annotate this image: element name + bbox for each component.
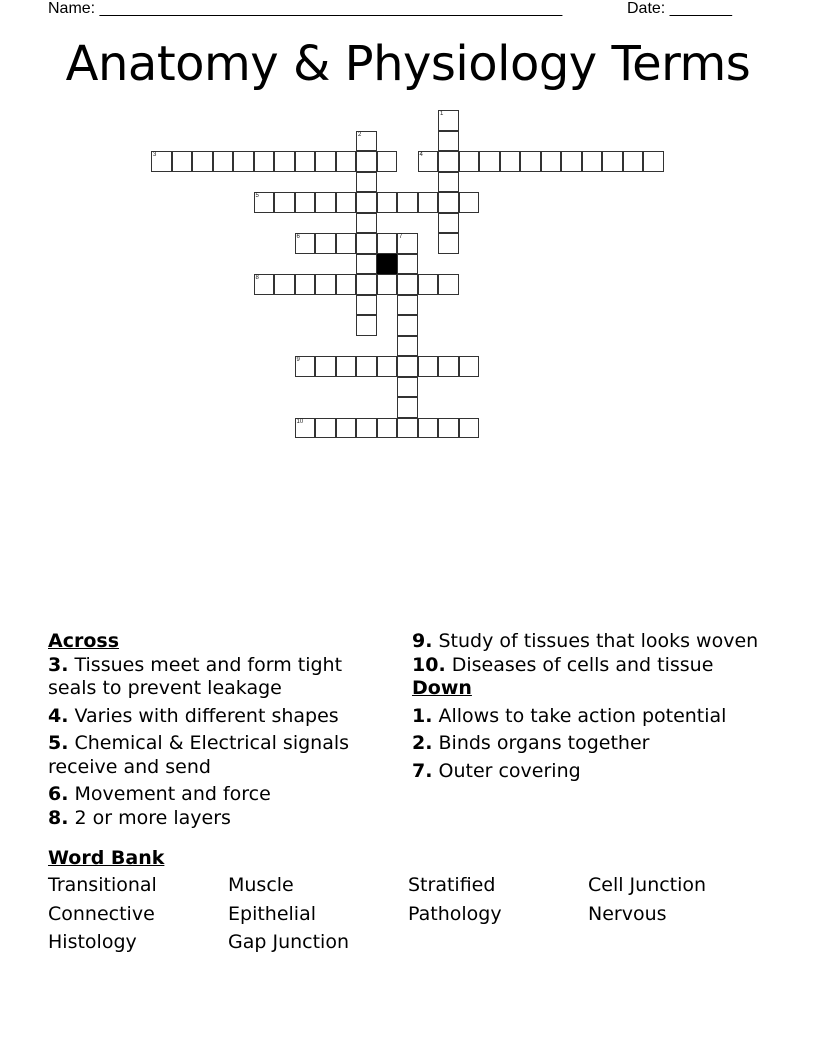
crossword-cell[interactable] (315, 356, 336, 377)
crossword-cell[interactable] (356, 254, 377, 275)
crossword-cell[interactable] (254, 151, 275, 172)
clue-text: 2 or more layers (74, 806, 231, 829)
crossword-cell[interactable] (418, 151, 439, 172)
crossword-cell[interactable] (602, 151, 623, 172)
crossword-cell[interactable] (459, 356, 480, 377)
crossword-cell[interactable] (356, 233, 377, 254)
clue-down-2 (412, 732, 762, 756)
crossword-cell[interactable] (397, 397, 418, 418)
clue-down-1 (412, 705, 762, 729)
crossword-cell[interactable] (397, 377, 418, 398)
clue-number: 7. (412, 759, 433, 782)
date-field[interactable]: Date: _______ (627, 0, 732, 17)
clue-text: Diseases of cells and tissue (451, 653, 714, 676)
cell-number: 4 (419, 152, 423, 158)
name-field[interactable]: Name: ____________________________________________________ (48, 0, 563, 17)
clue-across-4 (48, 705, 393, 729)
crossword-cell[interactable] (377, 418, 398, 439)
word-bank-item: Connective (48, 902, 155, 925)
crossword-cell[interactable] (336, 356, 357, 377)
crossword-cell[interactable] (336, 274, 357, 295)
cell-number: 5 (255, 193, 259, 199)
page-title: Anatomy & Physiology Terms (65, 36, 751, 92)
crossword-cell[interactable] (295, 274, 316, 295)
crossword-cell[interactable] (459, 192, 480, 213)
crossword-cell[interactable] (438, 274, 459, 295)
crossword-cell[interactable] (418, 418, 439, 439)
crossword-cell[interactable] (233, 151, 254, 172)
crossword-cell[interactable] (192, 151, 213, 172)
crossword-cell[interactable] (541, 151, 562, 172)
clue-across-3 (48, 654, 393, 701)
clues-right-column (412, 630, 762, 787)
crossword-cell[interactable] (377, 192, 398, 213)
crossword-cell[interactable] (397, 295, 418, 316)
crossword-cell[interactable] (438, 356, 459, 377)
down-heading: Down (412, 677, 472, 699)
black-cell (377, 254, 398, 275)
crossword-cell[interactable] (397, 418, 418, 439)
word-bank-item: Epithelial (228, 902, 317, 925)
crossword-cell[interactable] (438, 213, 459, 234)
word-bank-item: Nervous (588, 902, 667, 925)
crossword-cell[interactable] (254, 274, 275, 295)
crossword-cell[interactable] (274, 192, 295, 213)
word-bank-item: Muscle (228, 874, 294, 896)
crossword-cell[interactable] (356, 274, 377, 295)
cell-number: 7 (399, 234, 403, 240)
clue-number: 1. (412, 704, 433, 727)
crossword-cell[interactable] (356, 295, 377, 316)
crossword-cell[interactable] (623, 151, 644, 172)
crossword-cell[interactable] (356, 213, 377, 234)
crossword-cell[interactable] (438, 172, 459, 193)
crossword-cell[interactable] (315, 151, 336, 172)
crossword-cell[interactable] (438, 151, 459, 172)
crossword-cell[interactable] (438, 131, 459, 152)
crossword-cell[interactable] (274, 151, 295, 172)
crossword-cell[interactable] (479, 151, 500, 172)
clue-number: 9. (412, 630, 433, 652)
crossword-cell[interactable] (438, 192, 459, 213)
crossword-cell[interactable] (172, 151, 193, 172)
crossword-cell[interactable] (295, 356, 316, 377)
crossword-cell[interactable] (295, 233, 316, 254)
clue-text: Study of tissues that looks woven (438, 630, 759, 652)
clues-left-column (48, 630, 393, 834)
clue-text: Movement and force (74, 783, 271, 805)
crossword-cell[interactable] (315, 274, 336, 295)
crossword-cell[interactable] (295, 192, 316, 213)
crossword-cell[interactable] (336, 233, 357, 254)
crossword-cell[interactable] (315, 418, 336, 439)
cell-number: 2 (358, 131, 362, 138)
crossword-cell[interactable] (582, 151, 603, 172)
crossword-cell[interactable] (397, 356, 418, 377)
word-bank-item: Histology (48, 931, 137, 953)
crossword-cell[interactable] (151, 151, 172, 172)
clue-across-6 (48, 783, 393, 807)
clue-down-7 (412, 760, 762, 784)
crossword-cell[interactable] (418, 356, 439, 377)
crossword-cell[interactable] (643, 151, 664, 172)
cell-number: 3 (153, 152, 157, 158)
crossword-cell[interactable] (295, 418, 316, 439)
clue-number: 6. (48, 783, 69, 805)
clue-number: 5. (48, 732, 69, 754)
cell-number: 1 (440, 111, 444, 117)
clue-text: Outer covering (438, 759, 581, 782)
crossword-cell[interactable] (520, 151, 541, 172)
cell-number: 9 (296, 357, 300, 363)
cell-number: 6 (296, 234, 300, 240)
clue-number: 10. (412, 653, 446, 676)
crossword-cell[interactable] (213, 151, 234, 172)
word-bank-item: Cell Junction (588, 874, 707, 896)
crossword-cell[interactable] (356, 315, 377, 336)
crossword-cell[interactable] (397, 315, 418, 336)
word-bank-item: Gap Junction (228, 931, 349, 953)
crossword-cell[interactable] (336, 151, 357, 172)
cell-number: 8 (255, 275, 259, 281)
crossword-cell[interactable] (295, 151, 316, 172)
crossword-cell[interactable] (356, 131, 377, 152)
crossword-cell[interactable] (377, 233, 398, 254)
crossword-cell[interactable] (254, 192, 275, 213)
crossword-cell[interactable] (459, 418, 480, 439)
word-bank (48, 846, 768, 954)
clue-number: 2. (412, 732, 433, 754)
crossword-cell[interactable] (418, 192, 439, 213)
crossword-cell[interactable] (418, 274, 439, 295)
clue-across-5 (48, 732, 393, 779)
clue-text: Tissues meet and form tight seals to prevent leakage (48, 653, 343, 699)
crossword-cell[interactable] (397, 254, 418, 275)
word-bank-list (48, 873, 768, 954)
cell-number: 10 (296, 418, 304, 425)
crossword-cell[interactable] (315, 192, 336, 213)
word-bank-item: Pathology (408, 902, 502, 925)
crossword-cell[interactable] (356, 418, 377, 439)
crossword-cell[interactable] (500, 151, 521, 172)
clue-across-10 (412, 654, 762, 678)
crossword-cell[interactable] (356, 151, 377, 172)
crossword-cell[interactable] (397, 336, 418, 357)
crossword-cell[interactable] (356, 172, 377, 193)
clue-text: Chemical & Electrical signals receive and send (48, 732, 350, 778)
crossword-cell[interactable] (438, 233, 459, 254)
clue-text: Allows to take action potential (438, 704, 727, 727)
crossword-cell[interactable] (438, 110, 459, 131)
across-heading: Across (48, 630, 120, 652)
crossword-cell[interactable] (561, 151, 582, 172)
crossword-cell[interactable] (397, 233, 418, 254)
crossword-cell[interactable] (356, 192, 377, 213)
clue-number: 4. (48, 704, 69, 727)
crossword-cell[interactable] (377, 356, 398, 377)
clue-number: 8. (48, 806, 69, 829)
word-bank-heading: Word Bank (48, 847, 165, 869)
crossword-grid (0, 0, 816, 460)
clue-text: Binds organs together (438, 732, 650, 754)
crossword-cell[interactable] (377, 151, 398, 172)
crossword-cell[interactable] (377, 274, 398, 295)
crossword-cell[interactable] (397, 274, 418, 295)
clue-across-8 (48, 807, 393, 831)
crossword-cell[interactable] (274, 274, 295, 295)
crossword-cell[interactable] (438, 418, 459, 439)
crossword-cell[interactable] (356, 356, 377, 377)
crossword-cell[interactable] (397, 192, 418, 213)
crossword-cell[interactable] (459, 151, 480, 172)
word-bank-item: Stratified (408, 874, 496, 896)
clue-text: Varies with different shapes (74, 704, 339, 727)
clue-number: 3. (48, 653, 69, 676)
word-bank-item: Transitional (48, 874, 157, 896)
crossword-cell[interactable] (336, 418, 357, 439)
crossword-cell[interactable] (315, 233, 336, 254)
crossword-cell[interactable] (336, 192, 357, 213)
clue-across-9 (412, 630, 762, 654)
